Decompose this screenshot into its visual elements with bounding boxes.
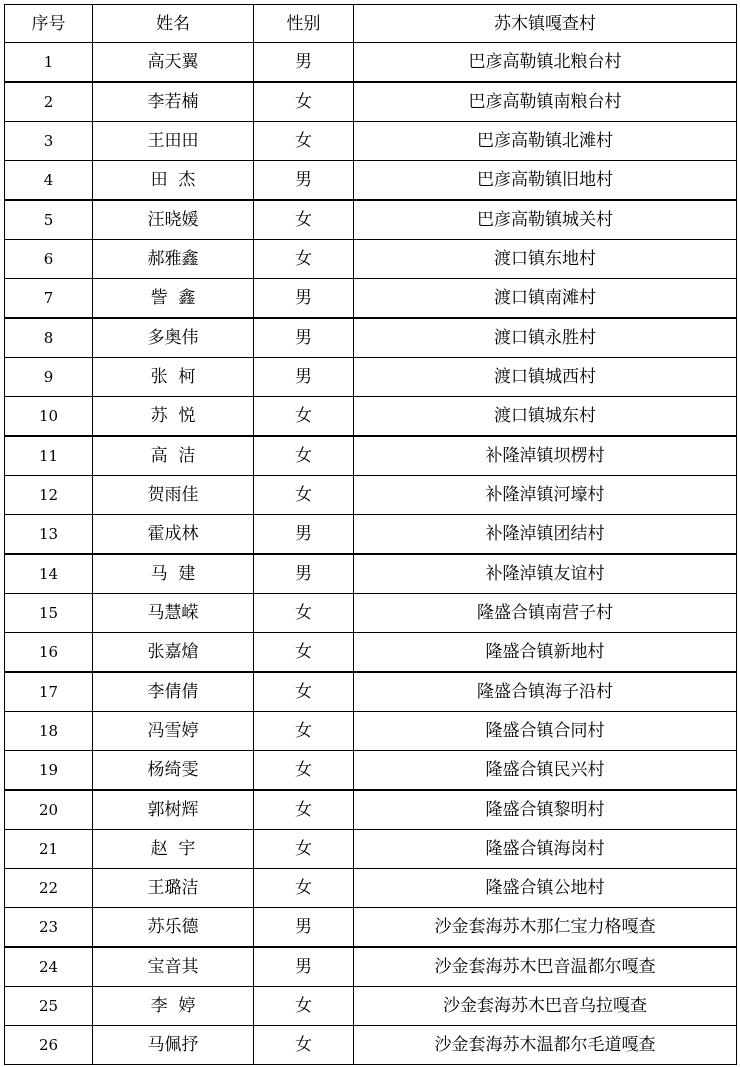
table-row [5,515,737,555]
cell-gender: 男 [254,358,354,397]
cell-village: 隆盛合镇新地村 [354,633,737,673]
cell-gender: 男 [254,279,354,319]
cell-gender: 男 [254,908,354,948]
cell-village: 渡口镇东地村 [354,240,737,279]
cell-no: 7 [5,279,93,319]
cell-village: 隆盛合镇南营子村 [354,594,737,633]
cell-village: 隆盛合镇海岗村 [354,830,737,869]
cell-gender: 女 [254,122,354,161]
header-gender: 性别 [254,5,354,43]
cell-gender: 女 [254,672,354,712]
cell-village: 巴彦高勒镇旧地村 [354,161,737,201]
cell-name: 王璐洁 [93,869,254,908]
cell-village: 沙金套海苏木温都尔毛道嘎查 [354,1026,737,1065]
cell-no: 6 [5,240,93,279]
cell-name: 宝音其 [93,947,254,987]
cell-name: 冯雪婷 [93,712,254,751]
table-row [5,947,737,987]
table-row [5,200,737,240]
table-row [5,122,737,161]
cell-village: 补隆淖镇友谊村 [354,554,737,594]
cell-village: 补隆淖镇河壕村 [354,476,737,515]
cell-name: 霍成林 [93,515,254,555]
cell-no: 3 [5,122,93,161]
roster-table [4,4,737,1065]
cell-name: 马慧嵘 [93,594,254,633]
cell-gender: 女 [254,436,354,476]
cell-no: 20 [5,790,93,830]
cell-no: 11 [5,436,93,476]
cell-gender: 女 [254,594,354,633]
cell-village: 巴彦高勒镇北粮台村 [354,43,737,83]
cell-village: 隆盛合镇公地村 [354,869,737,908]
table-row [5,358,737,397]
cell-gender: 男 [254,947,354,987]
cell-name: 杨绮雯 [93,751,254,791]
table-row [5,633,737,673]
cell-name: 张嘉熗 [93,633,254,673]
cell-no: 18 [5,712,93,751]
cell-no: 14 [5,554,93,594]
cell-name: 多奥伟 [93,318,254,358]
cell-village: 渡口镇南滩村 [354,279,737,319]
table-row [5,869,737,908]
table-body [5,43,737,1065]
cell-village: 隆盛合镇合同村 [354,712,737,751]
cell-name: 郭树辉 [93,790,254,830]
cell-no: 17 [5,672,93,712]
table-row [5,908,737,948]
cell-gender: 女 [254,1026,354,1065]
cell-gender: 女 [254,240,354,279]
cell-no: 19 [5,751,93,791]
cell-name: 张 柯 [93,358,254,397]
table-row [5,712,737,751]
cell-village: 沙金套海苏木巴音乌拉嘎查 [354,987,737,1026]
cell-village: 隆盛合镇黎明村 [354,790,737,830]
cell-no: 25 [5,987,93,1026]
cell-no: 1 [5,43,93,83]
table-row [5,476,737,515]
cell-name: 訾 鑫 [93,279,254,319]
table-header [5,5,737,43]
table-row [5,672,737,712]
cell-village: 沙金套海苏木那仁宝力格嘎查 [354,908,737,948]
cell-village: 渡口镇城西村 [354,358,737,397]
cell-no: 12 [5,476,93,515]
table-row [5,1026,737,1065]
table-row [5,240,737,279]
cell-gender: 女 [254,476,354,515]
cell-name: 郝雅鑫 [93,240,254,279]
cell-name: 高 洁 [93,436,254,476]
table-row [5,987,737,1026]
cell-gender: 女 [254,200,354,240]
table-row [5,830,737,869]
cell-gender: 女 [254,633,354,673]
cell-name: 李 婷 [93,987,254,1026]
table-row [5,436,737,476]
cell-name: 高天翼 [93,43,254,83]
cell-no: 13 [5,515,93,555]
cell-gender: 男 [254,318,354,358]
cell-no: 10 [5,397,93,437]
cell-gender: 女 [254,869,354,908]
header-no: 序号 [5,5,93,43]
cell-village: 巴彦高勒镇南粮台村 [354,82,737,122]
cell-gender: 女 [254,830,354,869]
cell-gender: 女 [254,987,354,1026]
table-row [5,554,737,594]
cell-no: 4 [5,161,93,201]
cell-village: 渡口镇城东村 [354,397,737,437]
table-row [5,751,737,791]
cell-no: 8 [5,318,93,358]
cell-village: 隆盛合镇民兴村 [354,751,737,791]
table-row [5,397,737,437]
cell-gender: 女 [254,751,354,791]
cell-no: 21 [5,830,93,869]
cell-gender: 女 [254,397,354,437]
cell-name: 苏 悦 [93,397,254,437]
cell-no: 22 [5,869,93,908]
table-row [5,318,737,358]
cell-no: 5 [5,200,93,240]
cell-name: 马 建 [93,554,254,594]
cell-name: 马佩抒 [93,1026,254,1065]
cell-no: 16 [5,633,93,673]
cell-no: 2 [5,82,93,122]
cell-no: 26 [5,1026,93,1065]
header-row [5,5,737,43]
cell-name: 汪晓媛 [93,200,254,240]
table-row [5,279,737,319]
cell-name: 李若楠 [93,82,254,122]
cell-village: 渡口镇永胜村 [354,318,737,358]
cell-name: 赵 宇 [93,830,254,869]
cell-gender: 女 [254,712,354,751]
table-row [5,790,737,830]
cell-gender: 男 [254,43,354,83]
cell-name: 苏乐德 [93,908,254,948]
cell-name: 王田田 [93,122,254,161]
cell-no: 24 [5,947,93,987]
cell-village: 沙金套海苏木巴音温都尔嘎查 [354,947,737,987]
header-village: 苏木镇嘎查村 [354,5,737,43]
cell-village: 巴彦高勒镇城关村 [354,200,737,240]
table-row [5,82,737,122]
cell-gender: 男 [254,554,354,594]
cell-gender: 男 [254,161,354,201]
cell-name: 李倩倩 [93,672,254,712]
cell-gender: 女 [254,790,354,830]
cell-village: 巴彦高勒镇北滩村 [354,122,737,161]
cell-no: 15 [5,594,93,633]
cell-village: 隆盛合镇海子沿村 [354,672,737,712]
cell-no: 23 [5,908,93,948]
cell-village: 补隆淖镇坝楞村 [354,436,737,476]
table-row [5,161,737,201]
cell-gender: 女 [254,82,354,122]
table-row [5,594,737,633]
cell-name: 田 杰 [93,161,254,201]
cell-name: 贺雨佳 [93,476,254,515]
table-row [5,43,737,83]
header-name: 姓名 [93,5,254,43]
cell-village: 补隆淖镇团结村 [354,515,737,555]
cell-no: 9 [5,358,93,397]
cell-gender: 男 [254,515,354,555]
